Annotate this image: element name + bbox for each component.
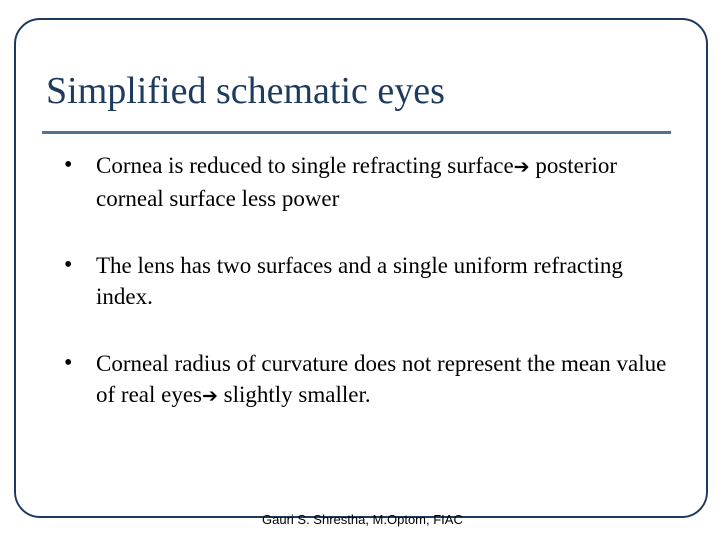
bullet-list bbox=[62, 150, 672, 448]
arrow-right-icon: ➔ bbox=[202, 385, 218, 407]
slide-title: Simplified schematic eyes bbox=[46, 70, 445, 112]
bullet-text: Cornea is reduced to single refracting surface bbox=[96, 153, 514, 178]
bullet-dot-icon: • bbox=[64, 252, 73, 278]
bullet-dot-icon: • bbox=[64, 152, 73, 178]
arrow-right-icon: ➔ bbox=[513, 156, 530, 178]
bullet-text-continued: posterior corneal surface less power bbox=[96, 153, 618, 211]
title-divider bbox=[42, 131, 671, 134]
bullet-item bbox=[62, 348, 672, 412]
bullet-item bbox=[62, 150, 672, 214]
bullet-text: Corneal radius of curvature does not represent the mean value of real eyes bbox=[96, 351, 667, 407]
bullet-item bbox=[62, 250, 672, 312]
bullet-text-continued: slightly smaller. bbox=[217, 382, 371, 407]
slide-footer: Gauri S. Shrestha, M.Optom, FIAC bbox=[262, 512, 463, 527]
bullet-dot-icon: • bbox=[64, 350, 73, 376]
bullet-text: The lens has two surfaces and a single uniform refracting index. bbox=[96, 253, 623, 309]
